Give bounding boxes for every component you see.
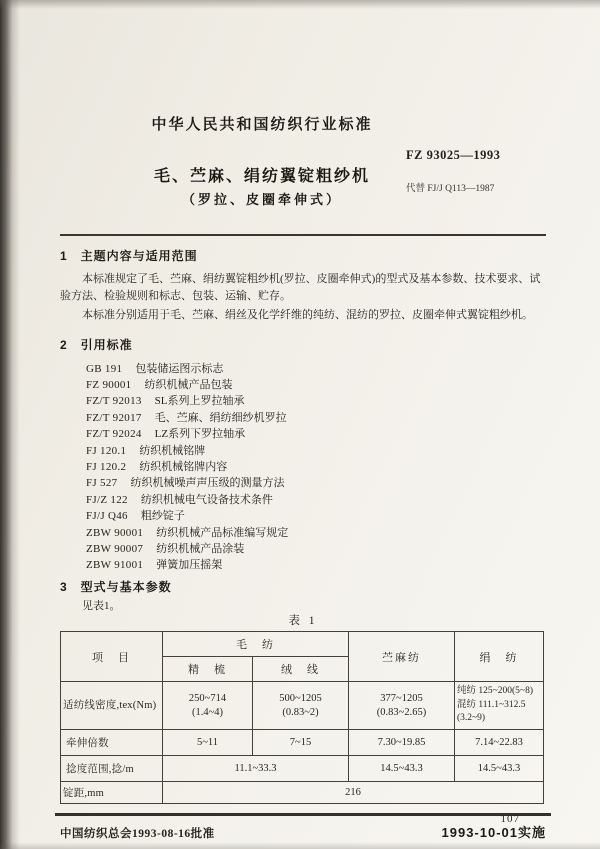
reference-code: FJ 120.2 [86, 460, 127, 473]
cell-draft-ramie: 7.30~19.85 [349, 729, 455, 755]
cell-twist-ramie: 14.5~43.3 [349, 755, 455, 781]
cell-line: 纯纺 125~200(5~8) [457, 686, 533, 697]
reference-item [86, 508, 546, 524]
reference-code: ZBW 90007 [86, 542, 144, 555]
reference-item [86, 525, 546, 541]
reference-code: GB 191 [86, 362, 123, 375]
section-2-heading: 2 引用标准 [60, 337, 133, 352]
col-header-item: 项 目 [61, 632, 163, 682]
reference-code: FZ/T 92017 [86, 411, 142, 424]
reference-title: 纺织机械产品标准编写规定 [156, 526, 289, 539]
col-header-combed: 精 梳 [163, 657, 253, 682]
see-table-note: 见表1。 [82, 599, 121, 612]
cell-line: 250~714 [188, 693, 227, 705]
col-header-yarn: 绒 线 [253, 657, 349, 682]
scan-shadow-bottom [0, 842, 600, 849]
header-divider [60, 234, 546, 236]
row-label: 适纺线密度,tex(Nm) [61, 682, 163, 730]
reference-title: 纺织机械产品包装 [144, 378, 233, 391]
reference-title: 纺织机械铭牌内容 [139, 460, 228, 473]
table-caption: 表 1 [288, 615, 318, 628]
approval-note: 中国纺织总会1993-08-16批准 [60, 827, 215, 840]
reference-title: 纺织机械铭牌 [139, 444, 206, 457]
standard-title: 毛、苎麻、绢纺翼锭粗纱机 [153, 168, 370, 185]
cell-density-silk [455, 682, 544, 730]
reference-item [86, 426, 546, 442]
document-header [60, 116, 546, 208]
document-footer [60, 822, 546, 841]
cell-draft-combed: 5~11 [163, 729, 253, 755]
reference-item [86, 393, 546, 409]
scope-paragraph-1: 本标准规定了毛、苎麻、绢纺翼锭粗纱机(罗拉、皮圈牵伸式)的型式及基本参数、技术要求、试验方法、检验规则和标志、包装、运输、贮存。 [60, 273, 541, 302]
section-1-heading: 1 主题内容与适用范围 [60, 249, 198, 263]
reference-code: FZ/T 92013 [86, 395, 142, 408]
reference-code: FJ/Z 122 [86, 493, 128, 506]
standard-org-line: 中华人民共和国纺织行业标准 [151, 116, 373, 133]
reference-title: 弹簧加压摇架 [156, 559, 223, 572]
document-content [60, 0, 546, 841]
reference-code: FJ 120.1 [86, 444, 127, 457]
reference-code: FZ 90001 [86, 378, 132, 391]
cell-line: (0.83~2.65) [376, 706, 427, 718]
cell-twist-wool: 11.1~33.3 [163, 755, 349, 781]
table-row-pitch [61, 781, 544, 803]
reference-item [86, 557, 546, 573]
cell-line: 500~1205 [279, 693, 322, 705]
reference-list [86, 361, 546, 574]
cell-density-ramie [349, 682, 455, 730]
reference-title: LZ系列下罗拉轴承 [154, 428, 246, 441]
implementation-date: 1993-10-01实施 [441, 824, 546, 840]
cell-line: 377~1205 [380, 693, 423, 705]
col-header-wool: 毛 纺 [163, 632, 349, 657]
col-header-ramie: 苎麻纺 [349, 632, 455, 682]
reference-item [86, 492, 546, 508]
page-number: 107 [500, 813, 520, 825]
table-row-draft [61, 729, 544, 755]
row-label: 捻度范围,捻/m [61, 755, 163, 781]
reference-item [86, 361, 546, 377]
reference-code: ZBW 91001 [86, 559, 144, 572]
reference-item [86, 443, 546, 459]
reference-item [86, 459, 546, 475]
reference-title: 纺织机械电气设备技术条件 [140, 493, 273, 506]
table-row-twist [61, 755, 544, 781]
cell-line: (0.83~2) [282, 706, 319, 718]
col-header-silk: 绢 纺 [455, 632, 544, 682]
reference-code: ZBW 90001 [86, 526, 144, 539]
table-header-row-1 [61, 632, 544, 657]
header-number-block [406, 148, 546, 194]
reference-code: FJ/J Q46 [86, 510, 128, 523]
cell-draft-yarn: 7~15 [253, 729, 349, 755]
reference-title: 包装储运图示标志 [135, 362, 224, 375]
row-label: 锭距,mm [61, 781, 163, 803]
standard-subtitle: （罗拉、皮圈牵伸式） [181, 192, 342, 207]
reference-title: SL系列上罗拉轴承 [154, 395, 245, 408]
reference-title: 毛、苎麻、绢纺细纱机罗拉 [154, 411, 287, 424]
cell-density-combed [163, 682, 253, 730]
cell-pitch-value: 216 [163, 781, 544, 803]
row-label: 牵伸倍数 [61, 729, 163, 755]
reference-title: 粗纱锭子 [140, 510, 185, 523]
reference-title: 纺织机械噪声声压级的测量方法 [130, 477, 285, 490]
footer-divider [55, 813, 551, 816]
scan-shadow-left [0, 0, 20, 849]
reference-code: FJ 527 [86, 477, 118, 490]
cell-density-yarn [253, 682, 349, 730]
cell-line: (3.2~9) [457, 713, 486, 724]
cell-draft-silk: 7.14~22.83 [455, 729, 544, 755]
parameters-table [60, 631, 544, 804]
header-title-block [60, 116, 464, 208]
cell-line: (1.4~4) [191, 706, 224, 718]
cell-line: 混纺 111.1~312.5 [457, 699, 526, 710]
table-row-density [61, 682, 544, 730]
reference-item [86, 541, 546, 557]
reference-title: 纺织机械产品涂装 [156, 542, 245, 555]
cell-twist-silk: 14.5~43.3 [455, 755, 544, 781]
reference-item [86, 475, 546, 491]
section-3-heading: 3 型式与基本参数 [60, 579, 172, 594]
reference-item [86, 410, 546, 426]
scope-paragraph-2: 本标准分别适用于毛、苎麻、绢丝及化学纤维的纯纺、混纺的罗拉、皮圈牵伸式翼锭粗纱机。 [82, 309, 533, 321]
replaces-note: 代替 FJ/J Q113—1987 [406, 184, 495, 194]
reference-code: FZ/T 92024 [86, 428, 142, 441]
reference-item [86, 377, 546, 393]
standard-number: FZ 93025—1993 [406, 148, 501, 162]
